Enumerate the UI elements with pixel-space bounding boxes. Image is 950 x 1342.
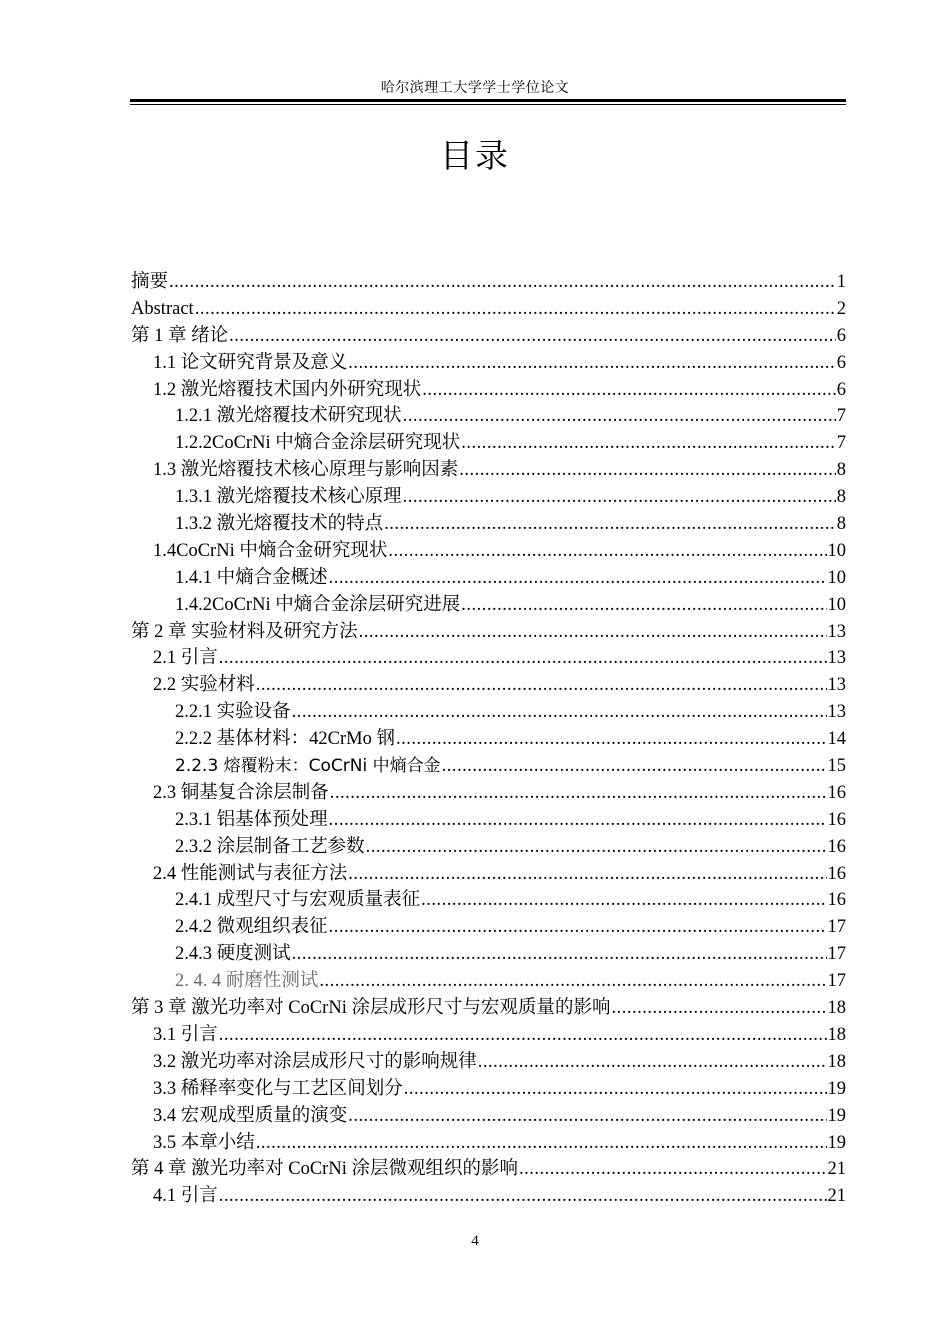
toc-entry-page: 7: [836, 406, 846, 427]
toc-dot-leader: [421, 887, 826, 914]
toc-entry-label: 1.2.1 激光熔覆技术研究现状: [175, 406, 402, 427]
toc-entry-label: 摘要: [131, 272, 169, 292]
toc-entry-label: 1.3.2 激光熔覆技术的特点: [175, 514, 384, 535]
toc-entry[interactable]: [131, 834, 846, 861]
toc-entry-page: 18: [827, 998, 846, 1019]
toc-entry[interactable]: [131, 807, 846, 834]
toc-entry-page: 6: [836, 325, 846, 346]
toc-entry-label: 1.2 激光熔覆技术国内外研究现状: [153, 379, 422, 400]
toc-entry-label: 2.4.3 硬度测试: [175, 944, 291, 965]
toc-entry[interactable]: [131, 269, 846, 296]
toc-entry[interactable]: [131, 377, 846, 404]
toc-dot-leader: [396, 726, 827, 753]
toc-entry-label: 1.4.1 中熵合金概述: [175, 567, 328, 588]
toc-entry-label: 3.3 稀释率变化与工艺区间划分: [153, 1078, 403, 1099]
toc-entry[interactable]: [131, 457, 846, 484]
toc-dot-leader: [461, 592, 826, 619]
toc-entry-label: 1.4.2CoCrNi 中熵合金涂层研究进展: [175, 594, 461, 615]
toc-dot-leader: [359, 619, 827, 646]
toc-entry-label: 3.4 宏观成型质量的演变: [153, 1105, 348, 1126]
toc-title: 目录: [440, 136, 510, 175]
toc-entry-page: 1: [836, 272, 846, 292]
toc-dot-leader: [366, 834, 827, 861]
toc-entry-page: 16: [827, 890, 846, 911]
toc-dot-leader: [195, 296, 836, 323]
toc-entry-page: 16: [827, 863, 846, 884]
toc-entry-page: 13: [827, 648, 846, 669]
toc-dot-leader: [403, 484, 836, 511]
toc-entry-label: 3.2 激光功率对涂层成形尺寸的影响规律: [153, 1051, 477, 1072]
toc-entry-label: 2. 4. 4 耐磨性测试: [175, 971, 319, 992]
toc-entry[interactable]: [131, 592, 846, 619]
toc-entry[interactable]: [131, 323, 846, 350]
running-title: 哈尔滨理工大学学士学位论文: [380, 80, 570, 96]
toc-dot-leader: [422, 377, 835, 404]
toc-entry-label: 4.1 引言: [153, 1186, 218, 1207]
toc-entry-label: 1.1 论文研究背景及意义: [153, 352, 348, 373]
toc-dot-leader: [229, 323, 836, 350]
toc-entry-page: 10: [827, 540, 846, 561]
toc-entry[interactable]: [131, 753, 846, 780]
toc-entry-page: 21: [827, 1186, 846, 1207]
toc-entry-label: 2.4 性能测试与表征方法: [153, 863, 348, 884]
toc-entry[interactable]: [131, 1156, 846, 1183]
toc-entry-page: 16: [827, 782, 846, 803]
toc-entry[interactable]: [131, 350, 846, 377]
toc-dot-leader: [292, 941, 827, 968]
toc-entry-label: 1.2.2CoCrNi 中熵合金涂层研究现状: [175, 433, 461, 454]
toc-entry-label: 第 3 章 激光功率对 CoCrNi 涂层成形尺寸与宏观质量的影响: [131, 998, 611, 1019]
toc-entry-label: 2.3 铜基复合涂层制备: [153, 782, 329, 803]
toc-entry-label: 1.4CoCrNi 中熵合金研究现状: [153, 540, 388, 561]
toc-entry-label: 2.3.1 铝基体预处理: [175, 809, 328, 830]
toc-entry-page: 16: [827, 809, 846, 830]
toc-entry[interactable]: [131, 538, 846, 565]
header-rule-thick: [130, 99, 846, 102]
toc-entry-page: 17: [827, 917, 846, 938]
toc-entry-label: 第 4 章 激光功率对 CoCrNi 涂层微观组织的影响: [131, 1159, 518, 1180]
toc-entry[interactable]: [131, 995, 846, 1022]
table-of-contents: [131, 269, 846, 1210]
toc-entry-page: 16: [827, 836, 846, 857]
toc-dot-leader: [319, 968, 826, 995]
toc-entry-label: 3.1 引言: [153, 1024, 218, 1045]
toc-dot-leader: [519, 1156, 827, 1183]
toc-entry-page: 8: [836, 514, 846, 535]
toc-dot-leader: [330, 780, 827, 807]
toc-dot-leader: [348, 1103, 826, 1130]
toc-entry-label: 2.3.2 涂层制备工艺参数: [175, 836, 365, 857]
toc-entry-page: 13: [827, 675, 846, 696]
toc-dot-leader: [219, 1022, 827, 1049]
toc-entry-page: 18: [827, 1024, 846, 1045]
toc-entry[interactable]: [131, 403, 846, 430]
toc-entry[interactable]: [131, 968, 846, 995]
toc-entry-label: 2.2.2 基体材料：42CrMo 钢: [175, 729, 395, 750]
toc-entry[interactable]: [131, 1022, 846, 1049]
toc-dot-leader: [461, 430, 836, 457]
toc-dot-leader: [348, 861, 826, 888]
toc-entry[interactable]: [131, 1130, 846, 1157]
toc-entry-label: 2.2.3 熔覆粉末：CoCrNi 中熵合金: [175, 756, 441, 777]
toc-dot-leader: [348, 350, 835, 377]
toc-dot-leader: [459, 457, 835, 484]
toc-entry[interactable]: [131, 565, 846, 592]
toc-entry[interactable]: [131, 861, 846, 888]
toc-entry-page: 10: [827, 594, 846, 615]
toc-entry-label: 第 1 章 绪论: [131, 325, 229, 346]
toc-entry-label: 2.2.1 实验设备: [175, 702, 291, 723]
toc-entry-page: 21: [827, 1159, 846, 1180]
toc-entry[interactable]: [131, 1049, 846, 1076]
toc-entry-page: 13: [827, 621, 846, 642]
toc-dot-leader: [384, 511, 836, 538]
toc-dot-leader: [611, 995, 826, 1022]
toc-entry-page: 19: [827, 1105, 846, 1126]
toc-entry[interactable]: [131, 296, 846, 323]
toc-entry[interactable]: [131, 726, 846, 753]
toc-entry-label: 3.5 本章小结: [153, 1132, 255, 1153]
toc-entry[interactable]: [131, 887, 846, 914]
header-rule-thin: [130, 104, 846, 105]
toc-entry[interactable]: [131, 619, 846, 646]
toc-entry-page: 8: [836, 487, 846, 508]
toc-entry[interactable]: [131, 1076, 846, 1103]
toc-entry[interactable]: [131, 699, 846, 726]
toc-entry-page: 7: [836, 433, 846, 454]
toc-entry-page: 17: [827, 971, 846, 992]
toc-entry[interactable]: [131, 1183, 846, 1210]
toc-entry-page: 19: [827, 1078, 846, 1099]
toc-entry-label: 2.4.2 微观组织表征: [175, 917, 328, 938]
toc-dot-leader: [478, 1049, 827, 1076]
toc-dot-leader: [404, 1076, 827, 1103]
toc-entry-label: 1.3.1 激光熔覆技术核心原理: [175, 487, 402, 508]
toc-entry-label: 2.1 引言: [153, 648, 218, 669]
toc-dot-leader: [329, 807, 827, 834]
toc-entry-page: 17: [827, 944, 846, 965]
toc-entry-page: 13: [827, 702, 846, 723]
toc-dot-leader: [329, 914, 827, 941]
toc-dot-leader: [292, 699, 827, 726]
toc-entry[interactable]: [131, 672, 846, 699]
toc-entry-page: 15: [827, 756, 846, 777]
toc-dot-leader: [329, 565, 827, 592]
toc-entry-page: 19: [827, 1132, 846, 1153]
toc-entry-page: 6: [836, 379, 846, 400]
toc-entry[interactable]: [131, 511, 846, 538]
toc-entry[interactable]: [131, 1103, 846, 1130]
toc-entry-page: 8: [836, 460, 846, 481]
toc-entry[interactable]: [131, 484, 846, 511]
toc-dot-leader: [256, 1130, 827, 1157]
toc-entry-page: 14: [827, 729, 846, 750]
toc-entry-page: 18: [827, 1051, 846, 1072]
toc-dot-leader: [219, 645, 827, 672]
toc-entry[interactable]: [131, 914, 846, 941]
toc-entry-page: 10: [827, 567, 846, 588]
toc-entry-label: 2.4.1 成型尺寸与宏观质量表征: [175, 890, 421, 911]
toc-entry[interactable]: [131, 780, 846, 807]
toc-entry-page: 6: [836, 352, 846, 373]
toc-entry[interactable]: [131, 430, 846, 457]
toc-entry-label: 第 2 章 实验材料及研究方法: [131, 621, 358, 642]
toc-dot-leader: [442, 753, 827, 780]
toc-dot-leader: [403, 403, 836, 430]
toc-entry[interactable]: [131, 645, 846, 672]
page-number: 4: [471, 1233, 479, 1249]
toc-dot-leader: [219, 1183, 827, 1210]
toc-dot-leader: [256, 672, 827, 699]
toc-entry-label: Abstract: [131, 298, 194, 319]
toc-dot-leader: [169, 269, 836, 296]
toc-entry-page: 2: [836, 298, 846, 319]
toc-entry-label: 1.3 激光熔覆技术核心原理与影响因素: [153, 460, 459, 481]
toc-dot-leader: [388, 538, 826, 565]
toc-entry-label: 2.2 实验材料: [153, 675, 255, 696]
toc-entry[interactable]: [131, 941, 846, 968]
